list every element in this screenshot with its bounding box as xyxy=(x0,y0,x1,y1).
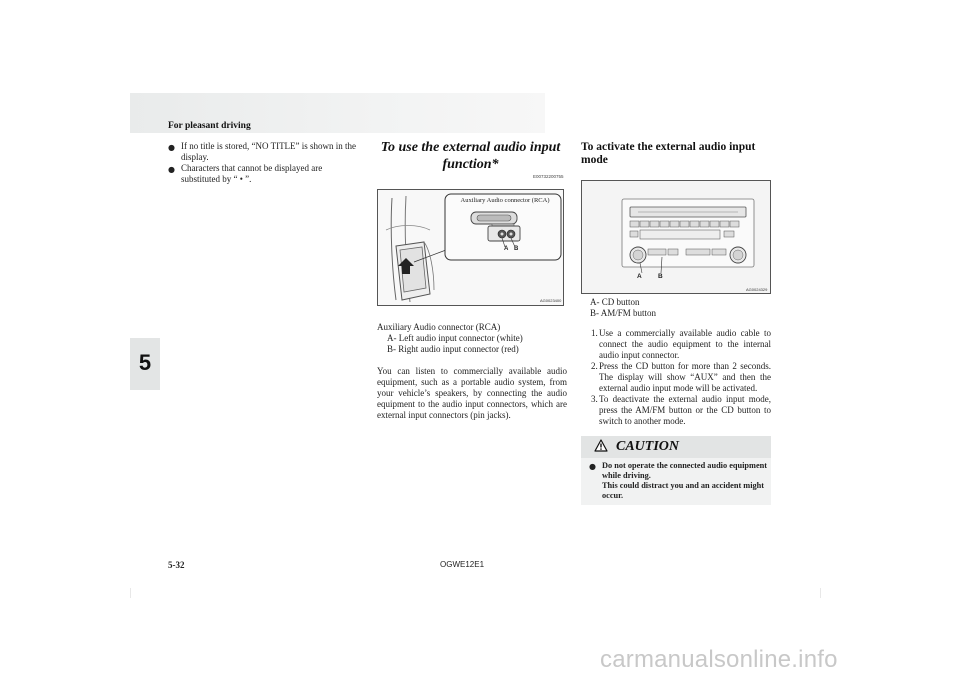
audio-panel-illustration xyxy=(582,181,771,294)
step-number: 3. xyxy=(591,394,598,404)
section-title: For pleasant driving xyxy=(168,121,251,131)
body-paragraph: You can listen to commercially available audio equipment, such as a portable audio system, from your vehicle’s speakers, by connecting the audio equipment to the audio input connectors, which are external input connectors (pin jacks). xyxy=(377,366,567,420)
caption-a: A- Left audio input connector (white) xyxy=(387,333,523,343)
bullet-text: If no title is stored, “NO TITLE” is shown in the display. xyxy=(181,141,357,162)
section-heading: To use the external audio input function* xyxy=(380,140,561,172)
step-text: Use a commercially available audio cable to connect the audio equipment to the internal audio input connector. xyxy=(599,328,771,360)
figure-label-a: A xyxy=(504,246,509,252)
caution-box xyxy=(581,436,771,505)
figure-code: AG0024329 xyxy=(746,287,768,292)
list-item xyxy=(168,163,363,185)
caution-line-1: Do not operate the connected audio equipment while driving. xyxy=(602,461,768,480)
steps-list xyxy=(581,328,771,427)
column-1 xyxy=(168,141,363,185)
column-3-body xyxy=(581,297,771,427)
document-code: OGWE12E1 xyxy=(440,560,485,569)
section-heading: To activate the external audio input mode xyxy=(581,141,756,166)
crop-line xyxy=(820,588,821,598)
list-item xyxy=(589,461,769,501)
caption-b: B- Right audio input connector (red) xyxy=(387,344,519,354)
bullet-icon: ● xyxy=(168,143,175,152)
list-item xyxy=(168,141,363,163)
bullet-icon: ● xyxy=(589,462,596,471)
watermark: carmanualsonline.info xyxy=(600,646,838,673)
crop-line xyxy=(130,588,131,598)
step-number: 1. xyxy=(591,328,598,338)
section-code: E00732200755 xyxy=(533,174,564,179)
caution-title: CAUTION xyxy=(616,439,680,454)
bullet-icon: ● xyxy=(168,165,175,174)
chapter-number: 5 xyxy=(138,350,152,375)
console-illustration xyxy=(378,190,564,306)
figure-code: AG0023400 xyxy=(540,298,562,303)
list-item xyxy=(581,328,771,361)
step-text: To deactivate the external audio input mode, press the AM/FM button or the CD button to switch to another mode. xyxy=(599,394,771,426)
list-item xyxy=(581,394,771,427)
figure-label-a: A xyxy=(637,273,642,280)
caution-header xyxy=(581,436,771,458)
audio-panel-figure xyxy=(581,180,771,294)
caption-title: Auxiliary Audio connector (RCA) xyxy=(377,322,501,332)
bullet-text: Characters that cannot be displayed are substituted by “ • ”. xyxy=(181,163,323,184)
figure-label-b: B xyxy=(514,246,519,252)
caution-line-2: This could distract you and an accident might occur. xyxy=(602,481,765,500)
figure-label-b: B xyxy=(658,273,663,280)
callout-label: Auxiliary Audio connector (RCA) xyxy=(460,197,550,204)
legend-b: B- AM/FM button xyxy=(590,308,657,318)
column-2-body xyxy=(377,322,567,421)
page-number: 5-32 xyxy=(168,560,185,570)
step-number: 2. xyxy=(591,361,598,371)
warning-icon xyxy=(594,439,608,452)
connector-figure xyxy=(377,189,564,306)
step-text: Press the CD button for more than 2 seconds. The display will show “AUX” and then the external audio input mode will be activated. xyxy=(599,361,771,393)
caution-text xyxy=(589,461,769,501)
legend-a: A- CD button xyxy=(590,297,640,307)
list-item xyxy=(581,361,771,394)
